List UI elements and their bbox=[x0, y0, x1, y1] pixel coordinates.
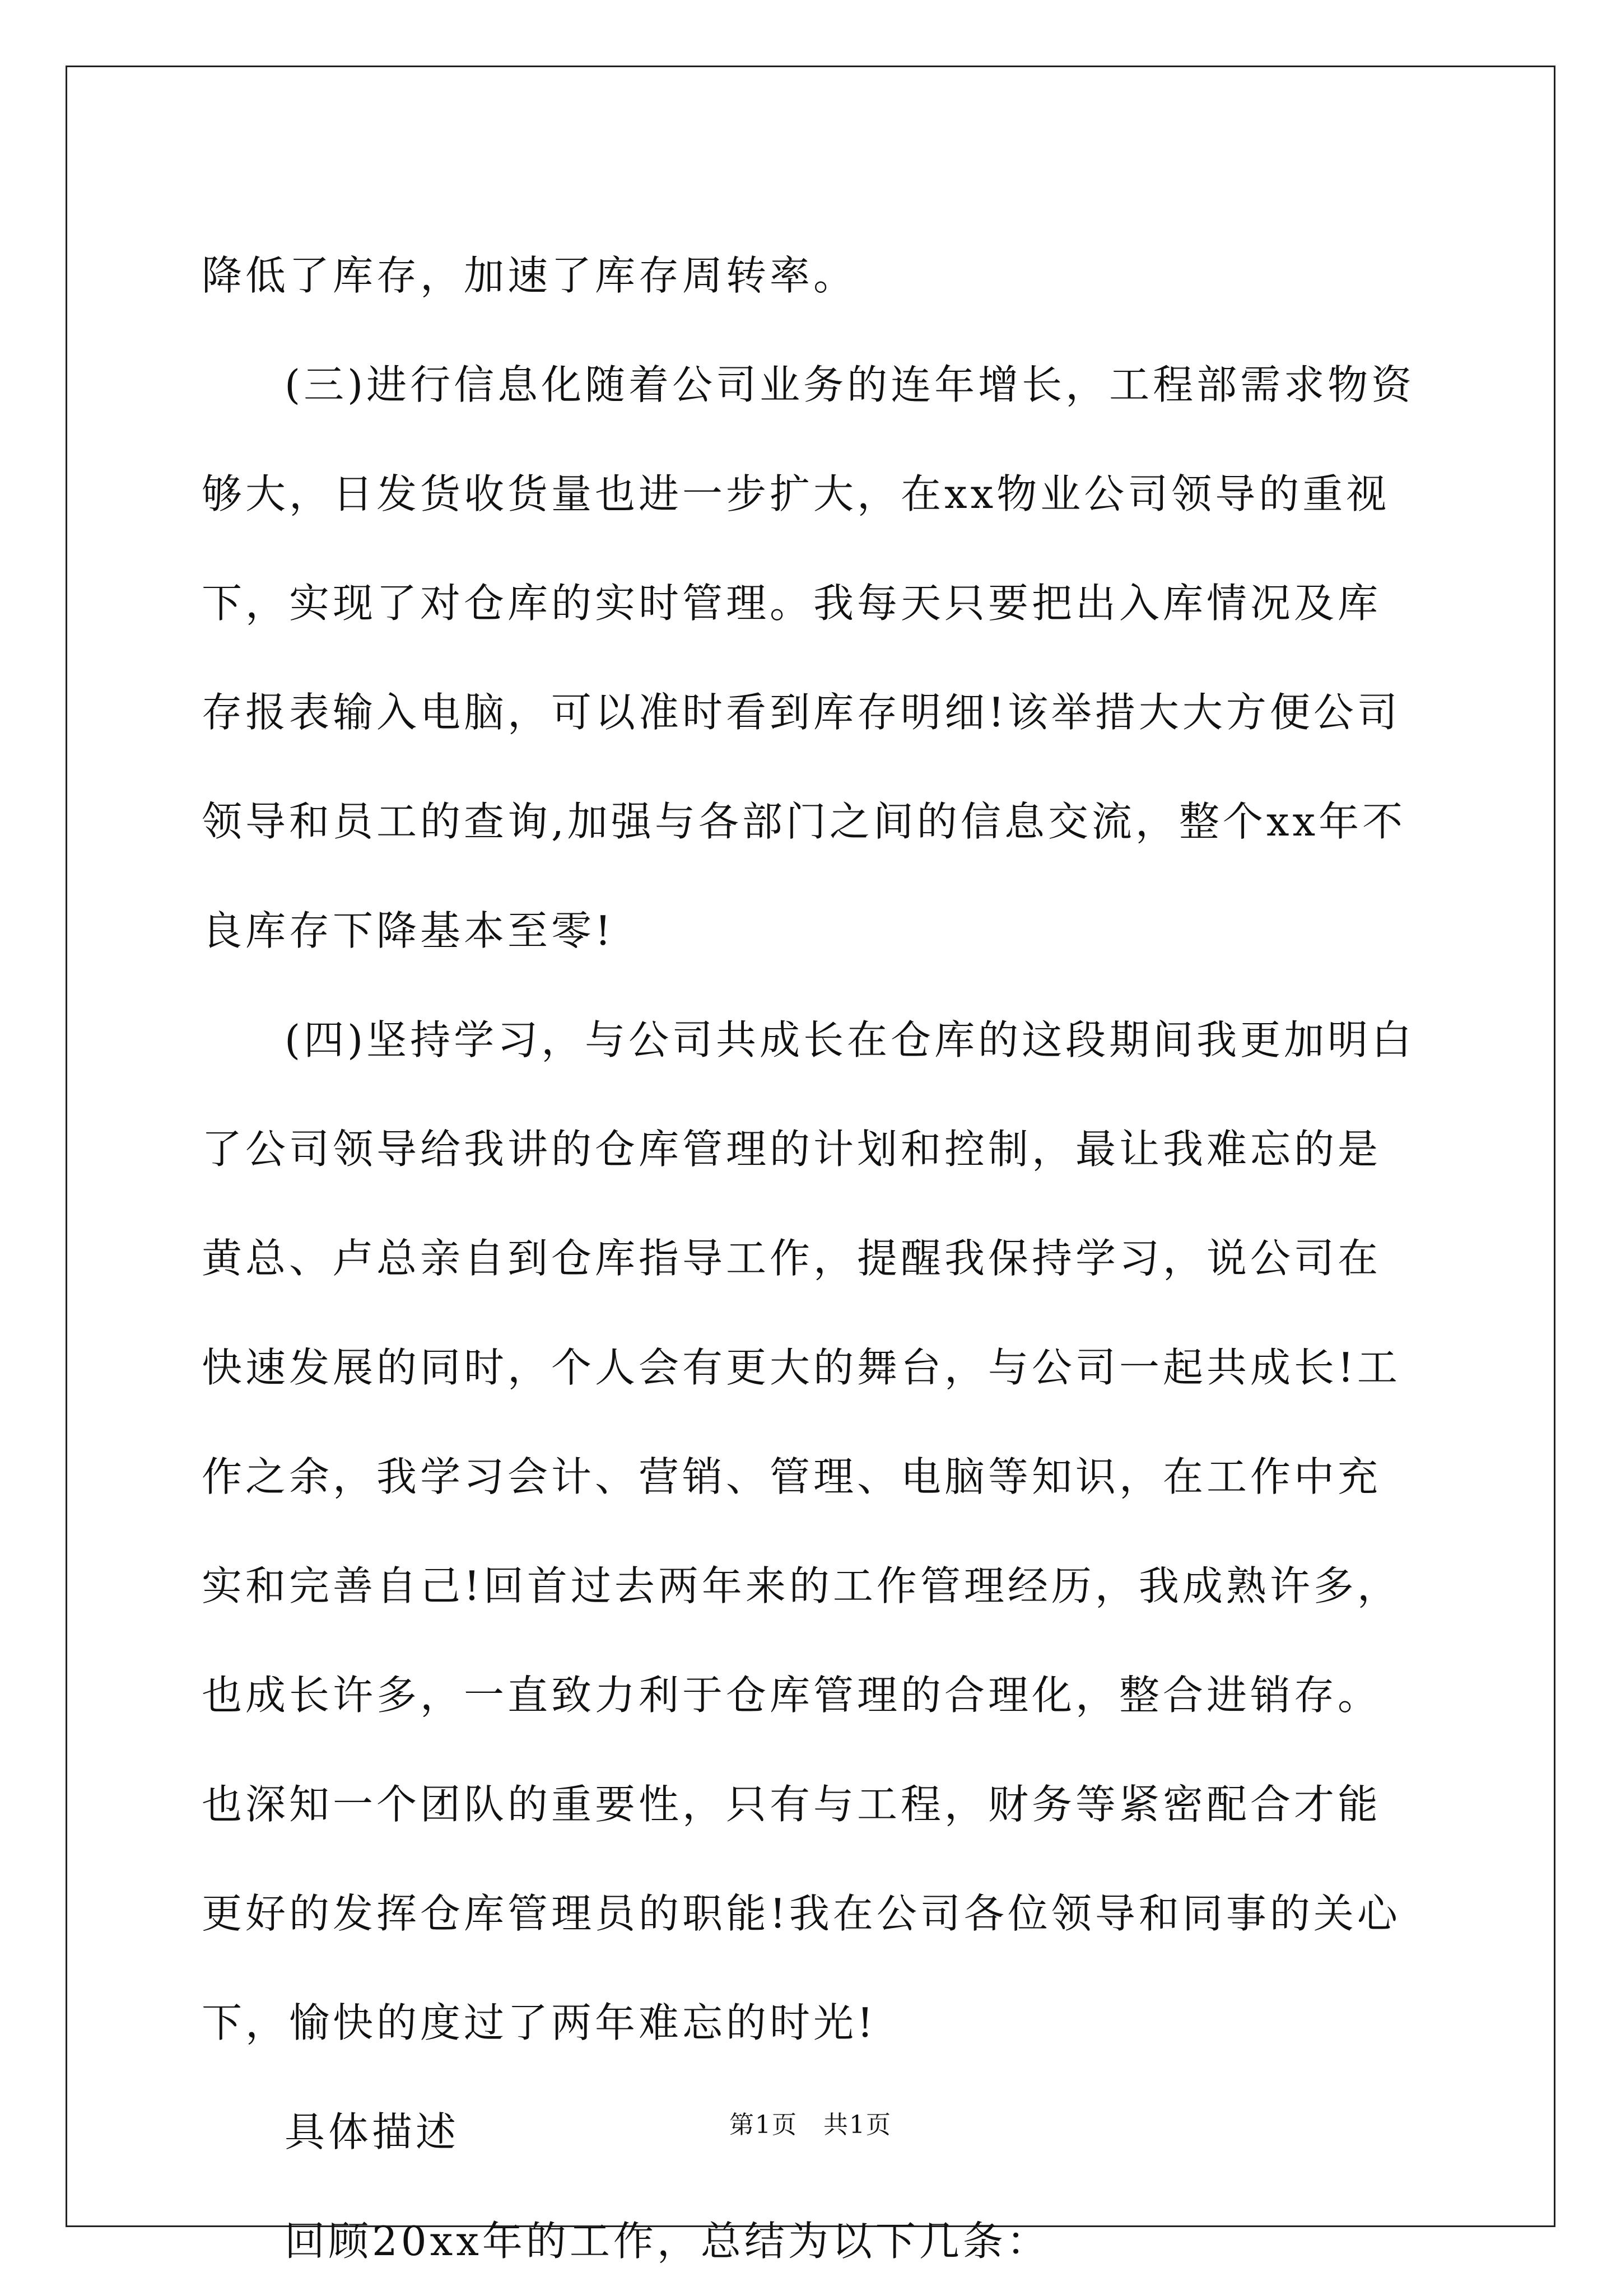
document-body bbox=[202, 221, 1423, 2296]
paragraph-inventory-result: 降低了库存，加速了库存周转率。 bbox=[202, 252, 858, 299]
paragraph-informatization: (三)进行信息化随着公司业务的连年增长，工程部需求物资够大，日发货收货量也进一步扩大，在xx物业公司领导的重视下，实现了对仓库的实时管理。我每天只要把出入库情况及库存报表输入电脑，可以准时看到库存明细!该举措大大方便公司领导和员工的查询,加强与各部门之间的信息交流，整个xx年不良库存下降基本至零! bbox=[202, 361, 1415, 954]
paragraph-review-intro: 回顾20xx年的工作，总结为以下几条： bbox=[285, 2218, 1050, 2265]
page-footer: 第1页 共1页 bbox=[729, 2111, 892, 2139]
paragraph-continuous-learning: (四)坚持学习，与公司共成长在仓库的这段期间我更加明白了公司领导给我讲的仓库管理的计划和控制，最让我难忘的是黄总、卢总亲自到仓库指导工作，提醒我保持学习，说公司在快速发展的同时，个人会有更大的舞台，与公司一起共成长!工作之余，我学习会计、营销、管理、电脑等知识，在工作中充实和完善自己!回首过去两年来的工作管理经历，我成熟许多，也成长许多，一直致力利于仓库管理的合理化，整合进销存。也深知一个团队的重要性，只有与工程，财务等紧密配合才能更好的发挥仓库管理员的职能!我在公司各位领导和同事的关心下，愉快的度过了两年难忘的时光! bbox=[202, 1016, 1415, 2046]
paragraph-heading-details: 具体描述 bbox=[285, 2108, 460, 2155]
